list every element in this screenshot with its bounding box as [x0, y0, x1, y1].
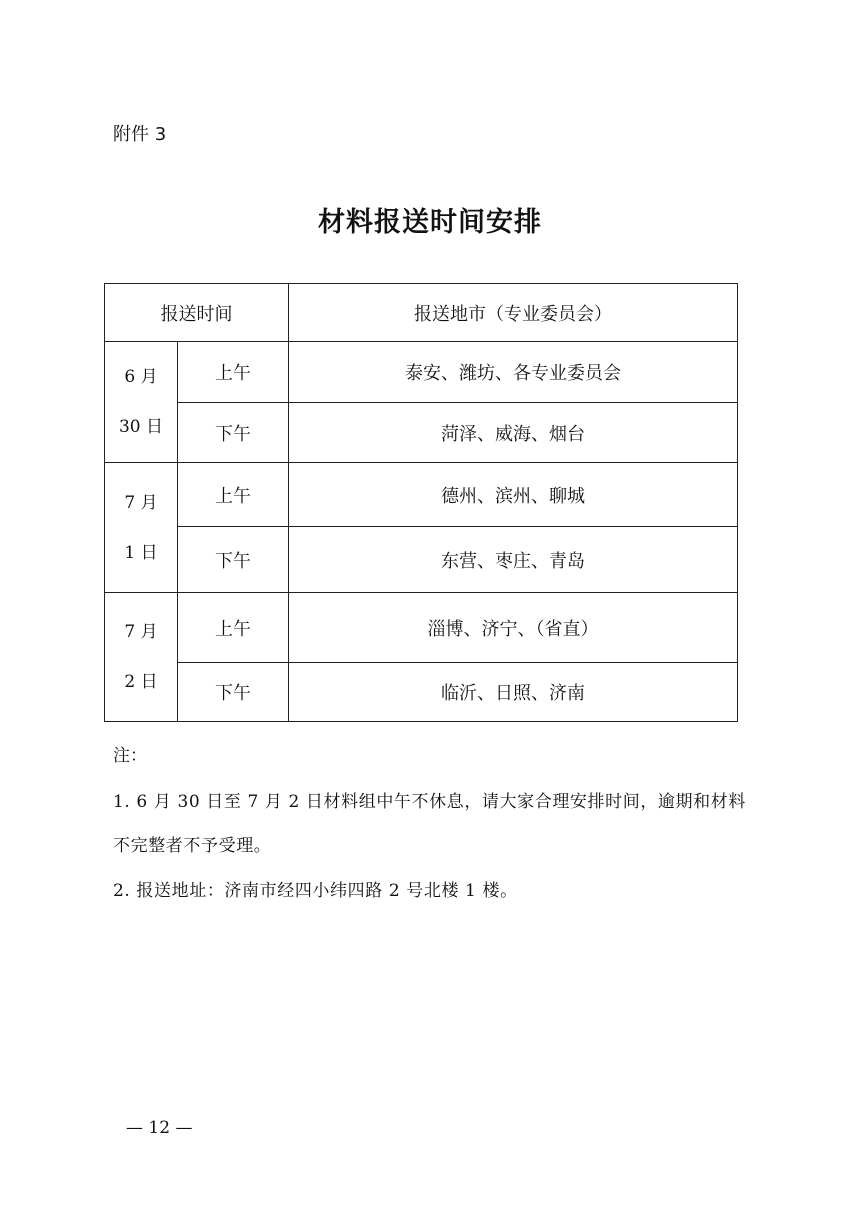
- date-month: 6 月: [124, 367, 158, 387]
- table-row: [105, 663, 738, 722]
- note-item-2: 2. 报送地址：济南市经四小纬四路 2 号北楼 1 楼。: [113, 881, 518, 901]
- period-cell: 上午: [178, 463, 289, 527]
- date-cell: [105, 463, 178, 593]
- date-day: 30 日: [118, 417, 164, 437]
- table-header-row: [105, 284, 738, 342]
- date-month: 7 月: [124, 492, 158, 513]
- cities-cell: 菏泽、威海、烟台: [289, 403, 738, 463]
- date-month: 7 月: [124, 622, 158, 642]
- cities-cell: 东营、枣庄、青岛: [289, 527, 738, 593]
- period-cell: 上午: [178, 342, 289, 403]
- period-cell: 下午: [178, 663, 289, 722]
- period-cell: 下午: [178, 527, 289, 593]
- header-cities: 报送地市（专业委员会）: [289, 284, 738, 342]
- cities-cell: 泰安、潍坊、各专业委员会: [289, 342, 738, 403]
- table-row: [105, 403, 738, 463]
- attachment-label: 附件 3: [113, 124, 167, 145]
- period-cell: 下午: [178, 403, 289, 463]
- page-title: 材料报送时间安排: [318, 207, 542, 238]
- cities-cell: 临沂、日照、济南: [289, 663, 738, 722]
- note-item-1: 1. 6 月 30 日至 7 月 2 日材料组中午不休息，请大家合理安排时间，逾期和材料: [113, 792, 746, 812]
- note-item-1-continued: 不完整者不予受理。: [113, 836, 272, 856]
- table-row: [105, 593, 738, 663]
- notes-label: 注：: [113, 746, 147, 766]
- date-day: 2 日: [124, 672, 158, 692]
- table-row: [105, 527, 738, 593]
- table-row: [105, 342, 738, 403]
- table-row: [105, 463, 738, 527]
- page-number: — 12 —: [126, 1118, 193, 1138]
- schedule-table: [104, 283, 738, 722]
- period-cell: 上午: [178, 593, 289, 663]
- date-cell: [105, 342, 178, 463]
- cities-cell: 淄博、济宁、（省直）: [289, 593, 738, 663]
- cities-cell: 德州、滨州、聊城: [289, 463, 738, 527]
- date-cell: [105, 593, 178, 722]
- date-day: 1 日: [124, 542, 158, 563]
- header-time: 报送时间: [105, 284, 289, 342]
